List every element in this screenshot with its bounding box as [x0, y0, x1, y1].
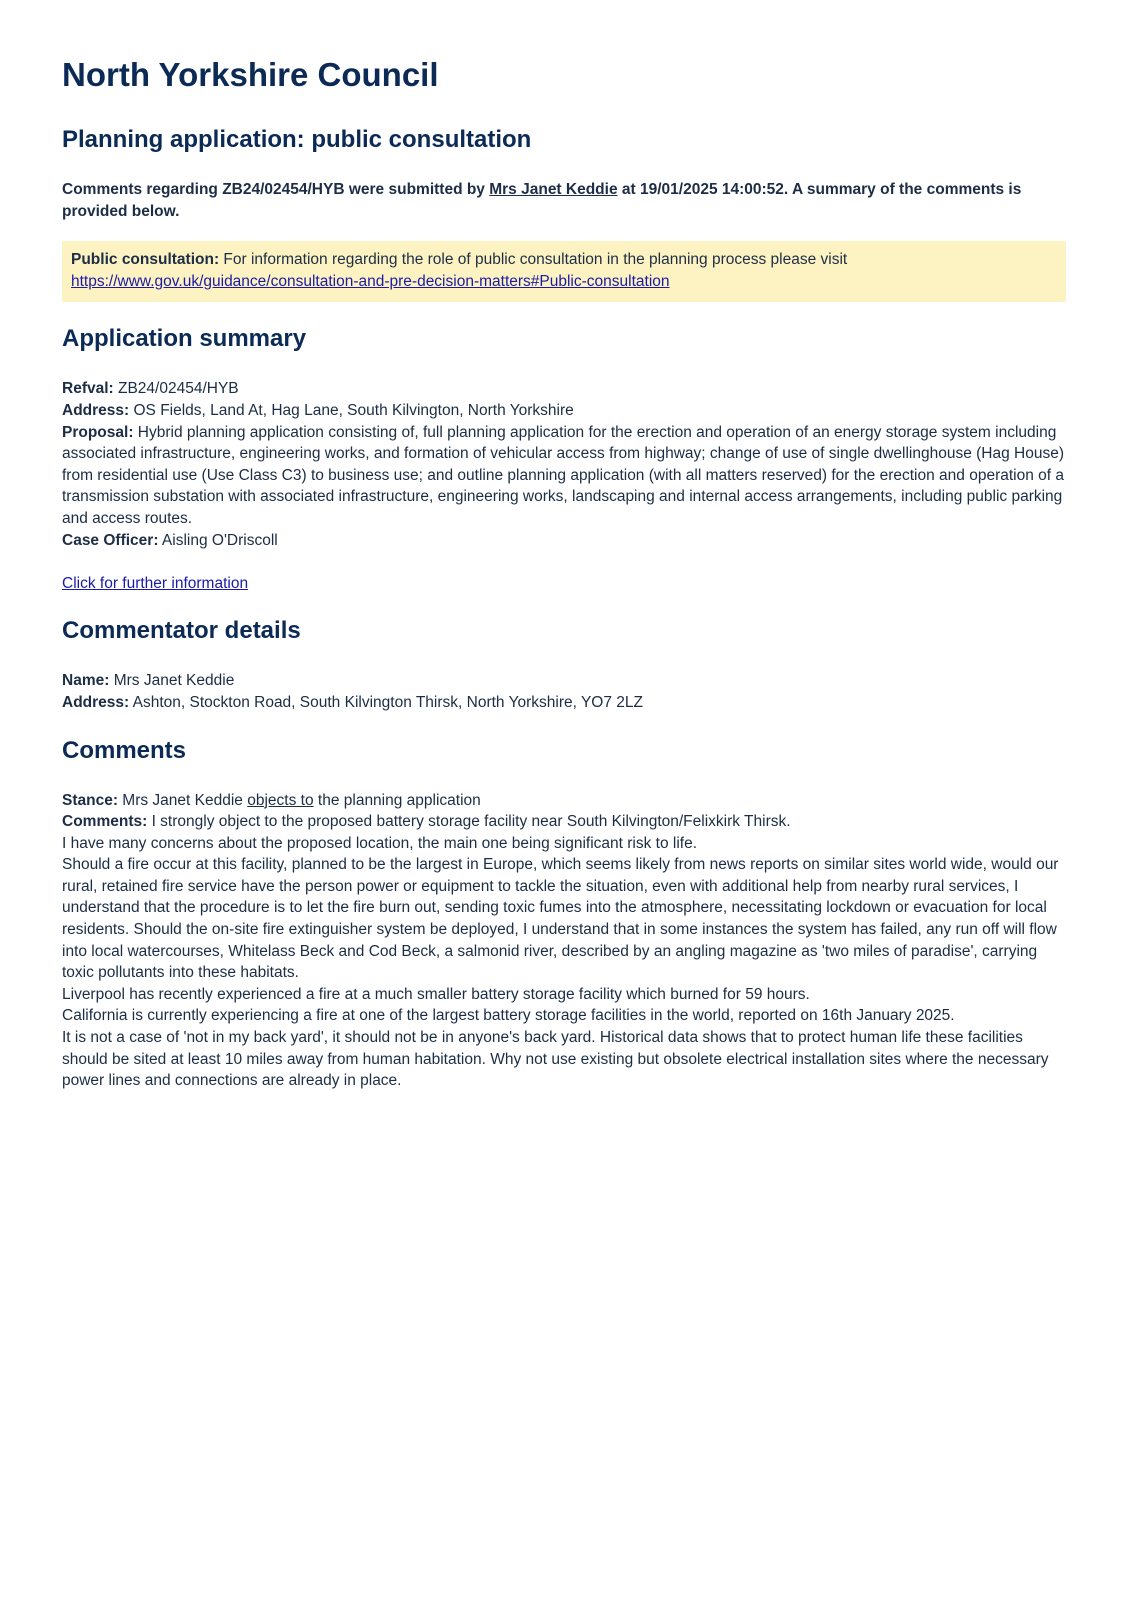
- comment-paragraph: I have many concerns about the proposed location, the main one being significant risk to life.: [62, 834, 698, 852]
- application-summary: [62, 378, 1068, 594]
- commentator-details: [62, 670, 1068, 713]
- notice-label: Public consultation:: [71, 251, 220, 269]
- application-summary-heading: Application summary: [62, 325, 307, 353]
- comments-label: Comments:: [62, 813, 148, 831]
- notice-text: For information regarding the role of public consultation in the planning process please visit: [219, 251, 848, 269]
- case-officer-label: Case Officer:: [62, 531, 159, 549]
- case-officer-value: Aisling O'Driscoll: [158, 531, 278, 549]
- stance-suffix: the planning application: [313, 791, 481, 809]
- comments-heading: Comments: [62, 736, 187, 764]
- comments-first-line: I strongly object to the proposed battery storage facility near South Kilvington/Felixkirk Thirsk.: [147, 813, 791, 831]
- commentator-address-label: Address:: [62, 693, 130, 711]
- stance-row: [62, 790, 1068, 812]
- org-title: North Yorkshire Council: [62, 56, 439, 93]
- refval-row: [62, 378, 1068, 400]
- commentator-details-heading: Commentator details: [62, 617, 301, 645]
- page-heading: Planning application: public consultation: [62, 126, 532, 153]
- intro-prefix: Comments regarding ZB24/02454/HYB were submitted by: [62, 181, 490, 198]
- intro-suffix: at 19/01/2025 14:00:52. A summary of the comments is provided below.: [62, 181, 1022, 220]
- address-label: Address:: [62, 401, 130, 419]
- commentator-name-label: Name:: [62, 672, 110, 690]
- public-consultation-notice: [62, 241, 1066, 302]
- commenter-link[interactable]: Mrs Janet Keddie: [489, 181, 618, 198]
- comment-paragraph: Should a fire occur at this facility, planned to be the largest in Europe, which seems likely from news reports on similar sites world wide, would our rural, retained fire service have the person power or equipment to tackle the situation, even with additional help from nearby rural services, I understand that the procedure is to let the fire burn out, sending toxic fumes into the atmosphere, necessitating lockdown or evacuation for local residents. Should the on-site fire extinguisher system be deployed, I understand that in some instances the system has failed, any run off will flow into local watercourses, Whitelass Beck and Cod Beck, a salmonid river, described by an angling magazine as 'two miles of paradise', carrying toxic pollutants into these habitats.: [62, 856, 1059, 982]
- proposal-row: [62, 422, 1068, 530]
- case-officer-row: [62, 530, 1068, 552]
- commentator-name-value: Mrs Janet Keddie: [109, 672, 235, 690]
- consultation-guidance-link[interactable]: https://www.gov.uk/guidance/consultation-and-pre-decision-matters#Public-consultation: [71, 272, 670, 290]
- comment-paragraph: Liverpool has recently experienced a fire at a much smaller battery storage facility which burned for 59 hours.: [62, 985, 810, 1003]
- comment-paragraph: California is currently experiencing a fire at one of the largest battery storage facilities in the world, reported on 16th January 2025.: [62, 1007, 955, 1025]
- proposal-value: Hybrid planning application consisting of, full planning application for the erection and operation of an energy storage system including associated infrastructure, engineering works, and formation of vehicular access from highway; change of use of single dwellinghouse (Hag House) from residential use (Use Class C3) to business use; and outline planning application (with all matters reserved) for the erection and operation of a transmission substation with associated infrastructure, engineering works, landscaping and internal access arrangements, including public parking and access routes.: [62, 423, 1065, 527]
- address-value: OS Fields, Land At, Hag Lane, South Kilvington, North Yorkshire: [129, 401, 574, 419]
- further-information-link[interactable]: Click for further information: [62, 574, 249, 592]
- commentator-address-row: [62, 692, 1068, 714]
- commentator-name-row: [62, 670, 1068, 692]
- intro-text: [62, 179, 1066, 222]
- commentator-address-value: Ashton, Stockton Road, South Kilvington Thirsk, North Yorkshire, YO7 2LZ: [129, 693, 643, 711]
- proposal-label: Proposal:: [62, 423, 134, 441]
- comments-row: [62, 811, 1068, 833]
- stance-value: objects to: [247, 791, 314, 809]
- stance-label: Stance:: [62, 791, 118, 809]
- comments-section: [62, 790, 1068, 1092]
- refval-label: Refval:: [62, 380, 114, 398]
- stance-prefix: Mrs Janet Keddie: [118, 791, 248, 809]
- comment-paragraph: It is not a case of 'not in my back yard', it should not be in anyone's back yard. Historical data shows that to protect human life these facilities should be sited at least 10 miles away from human habitation. Why not use existing but obsolete electrical installation sites where the necessary power lines and connections are already in place.: [62, 1029, 1049, 1090]
- address-row: [62, 400, 1068, 422]
- refval-value: ZB24/02454/HYB: [113, 380, 239, 398]
